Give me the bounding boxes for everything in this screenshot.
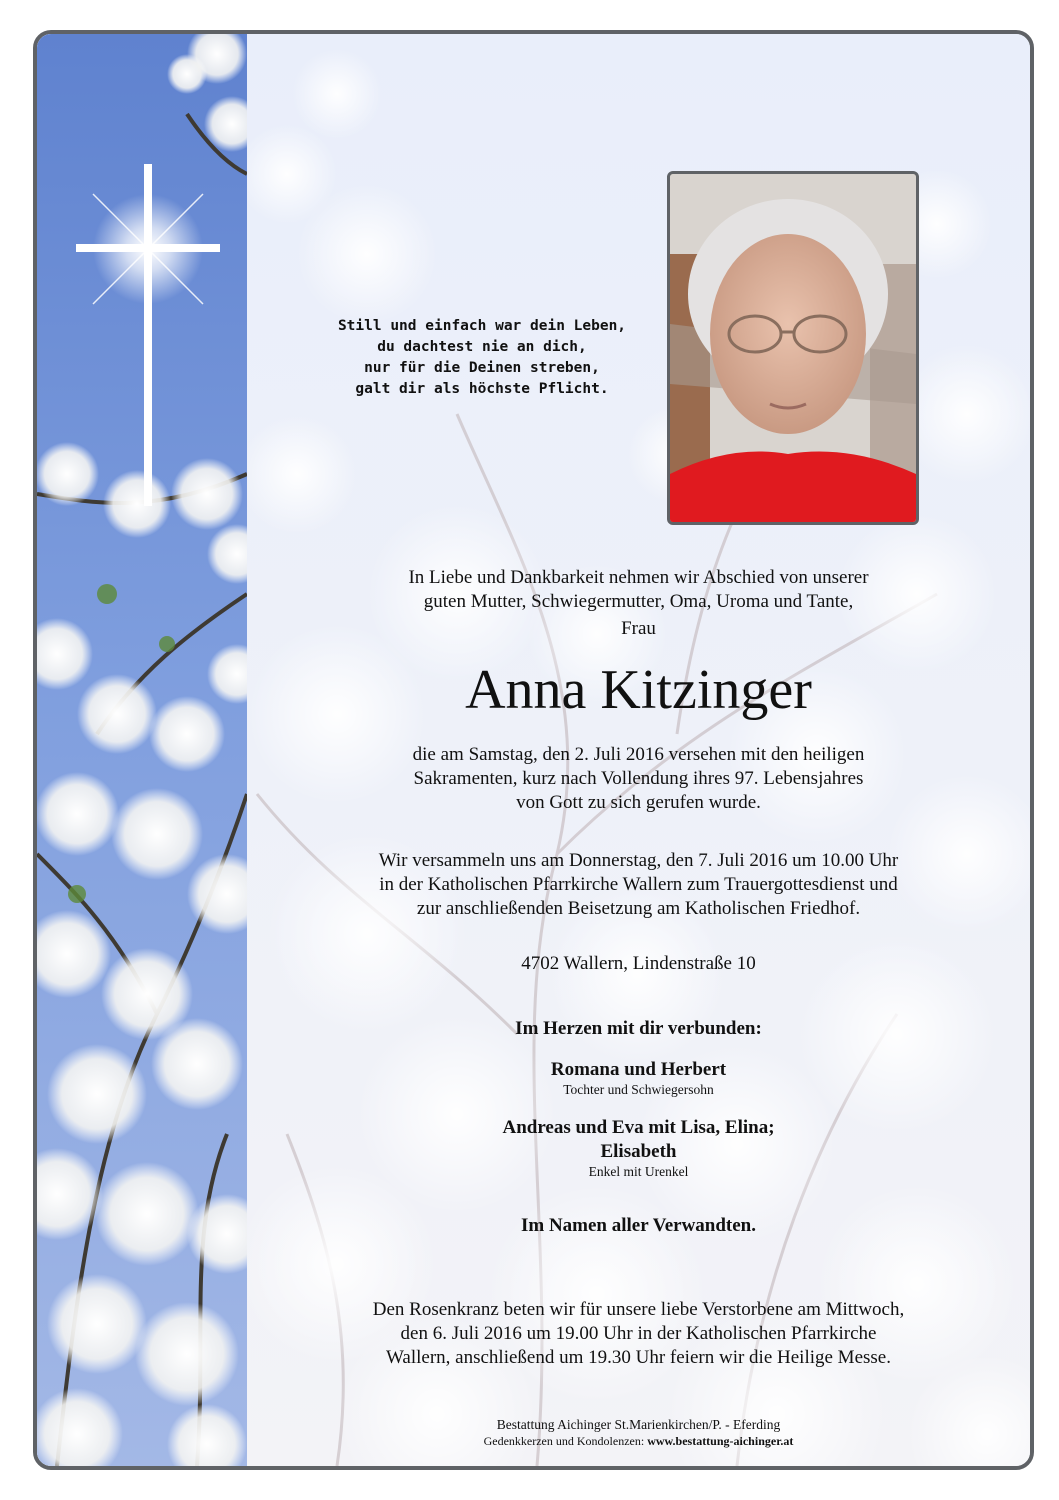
verse-line: nur für die Deinen streben, <box>364 360 600 376</box>
deceased-name: Anna Kitzinger <box>465 659 812 721</box>
salutation: Frau <box>621 618 656 639</box>
funeral-notice <box>247 849 1030 921</box>
mourner-group <box>247 1058 1030 1098</box>
obituary-card <box>33 30 1034 1470</box>
closing-line: Im Namen aller Verwandten. <box>520 1215 757 1236</box>
mourner-names: Andreas und Eva mit Lisa, Elina; <box>502 1117 775 1138</box>
death-line: die am Samstag, den 2. Juli 2016 versehen mit den heiligen <box>412 744 865 765</box>
portrait-image <box>670 174 916 522</box>
funeral-home: Bestattung Aichinger St.Marienkirchen/P. - Eferding <box>496 1417 781 1432</box>
mourner-relation: Enkel mit Urenkel <box>588 1164 689 1179</box>
intro-text <box>247 566 1030 641</box>
funeral-home-url[interactable]: www.bestattung-aichinger.at <box>647 1434 794 1448</box>
death-line: von Gott zu sich gerufen wurde. <box>516 792 761 813</box>
obituary-content <box>247 34 1030 1466</box>
intro-line: In Liebe und Dankbarkeit nehmen wir Abschied von unserer <box>408 567 869 588</box>
death-notice <box>247 743 1030 815</box>
sky-blossom-strip <box>37 34 247 1466</box>
home-address: 4702 Wallern, Lindenstraße 10 <box>521 953 756 974</box>
death-line: Sakramenten, kurz nach Vollendung ihres 97. Lebensjahres <box>413 768 864 789</box>
cross-icon <box>73 164 223 514</box>
verse-line: galt dir als höchste Pflicht. <box>355 381 609 397</box>
rosary-line: den 6. Juli 2016 um 19.00 Uhr in der Katholischen Pfarrkirche <box>400 1323 877 1344</box>
funeral-line: Wir versammeln uns am Donnerstag, den 7. Juli 2016 um 10.00 Uhr <box>378 850 899 871</box>
verse-line: Still und einfach war dein Leben, <box>337 318 627 334</box>
condolence-line <box>247 1433 1030 1449</box>
mourner-names: Elisabeth <box>600 1141 677 1162</box>
memorial-verse <box>317 316 647 400</box>
rosary-line: Den Rosenkranz beten wir für unsere liebe Verstorbene am Mittwoch, <box>372 1299 905 1320</box>
condolence-label: Gedenkkerzen und Kondolenzen: <box>483 1434 648 1448</box>
footer <box>247 1417 1030 1449</box>
funeral-line: in der Katholischen Pfarrkirche Wallern zum Trauergottesdienst und <box>379 874 898 895</box>
intro-line: guten Mutter, Schwiegermutter, Oma, Uroma und Tante, <box>423 591 854 612</box>
portrait-photo <box>667 171 919 525</box>
verse-line: du dachtest nie an dich, <box>377 339 587 355</box>
rosary-line: Wallern, anschließend um 19.30 Uhr feiern wir die Heilige Messe. <box>386 1347 891 1368</box>
mourner-names: Romana und Herbert <box>550 1059 727 1080</box>
funeral-line: zur anschließenden Beisetzung am Katholischen Friedhof. <box>416 898 861 919</box>
mourners-heading: Im Herzen mit dir verbunden: <box>515 1018 762 1039</box>
mourner-relation: Tochter und Schwiegersohn <box>563 1082 714 1097</box>
mourner-group <box>247 1116 1030 1180</box>
rosary-notice <box>247 1298 1030 1370</box>
